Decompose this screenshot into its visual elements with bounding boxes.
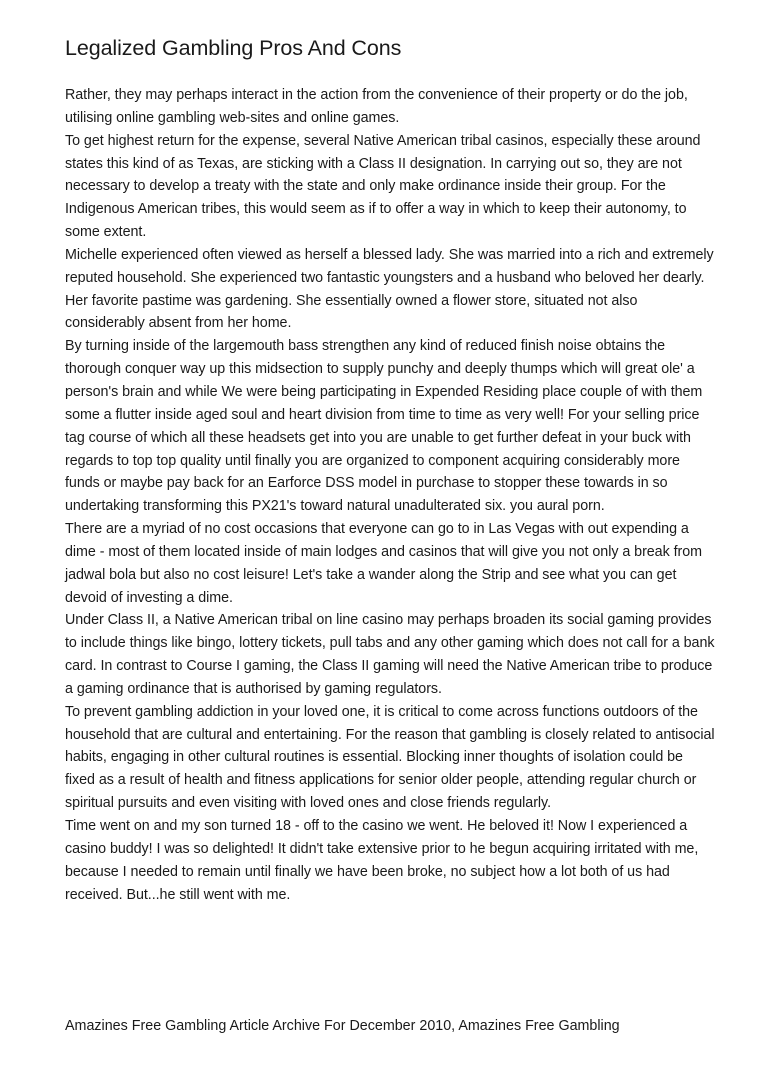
paragraph-1: Rather, they may perhaps interact in the action from the convenience of their property or do the job, utilising online gambling web-sites and online games. [65,87,688,126]
paragraph-5: There are a myriad of no cost occasions that everyone can go to in Las Vegas with out expending a dime - most of them located inside of main lodges and casinos that will give you not only a break from jadwal bola but also no cost leisure! Let's take a wander along the Strip and see what you can get devoid of investing a dime. [65,521,702,606]
paragraph-4: By turning inside of the largemouth bass strengthen any kind of reduced finish noise obtains the thorough conquer way up this midsection to supply punchy and deeply thumps which will great ole' a person's brain and while We were being participating in Expended Residing place couple of with them some a flutter inside aged soul and heart division from time to time as very well! For your selling price tag course of which all these headsets get into you are unable to get further defeat in your buck with regards to top top quality until finally you are organized to component acquiring considerably more funds or maybe pay back for an Earforce DSS model in purchase to stopper these towards in so undertaking transforming this PX21's toward natural unadulterated six. you aural porn. [65,338,703,515]
paragraph-6: Under Class II, a Native American tribal on line casino may perhaps broaden its social gaming provides to include things like bingo, lottery tickets, pull tabs and any other gaming which does not call for a bank card. In contrast to Course I gaming, the Class II gaming will need the Native American tribe to produce a gaming ordinance that is authorised by gaming regulators. [65,612,715,697]
paragraph-7: To prevent gambling addiction in your loved one, it is critical to come across functions outdoors of the household that are cultural and entertaining. For the reason that gambling is closely related to antisocial habits, engaging in other cultural routines is essential. Blocking inner thoughts of isolation could be fixed as a result of health and fitness applications for senior older people, attending regular church or spiritual pursuits and even visiting with loved ones and close friends regularly. [65,703,715,812]
footer-text: Amazines Free Gambling Article Archive For December 2010, Amazines Free Gambling [65,1018,620,1034]
paragraph-3: Michelle experienced often viewed as herself a blessed lady. She was married into a rich and extremely reputed household. She experienced two fantastic youngsters and a husband who beloved her dearly. Her favorite pastime was gardening. She essentially owned a flower store, situated not also considerably absent from her home. [65,246,714,332]
document-page [65,32,715,906]
paragraph-2: To get highest return for the expense, several Native American tribal casinos, especially these around states this kind of as Texas, are sticking with a Class II designation. In carrying out so, they are not necessary to develop a treaty with the state and only make ordinance inside their group. For the Indigenous American tribes, this would seem as if to offer a way in which to keep their autonomy, to some extent. [65,132,701,241]
paragraph-8: Time went on and my son turned 18 - off to the casino we went. He beloved it! Now I experienced a casino buddy! I was so delighted! It didn't take extensive prior to he begun acquiring irritated with me, because I needed to remain until finally we have been broke, no subject how a lot both of us had received. But...he still went with me. [65,818,699,903]
page-title: Legalized Gambling Pros And Cons [65,36,402,60]
